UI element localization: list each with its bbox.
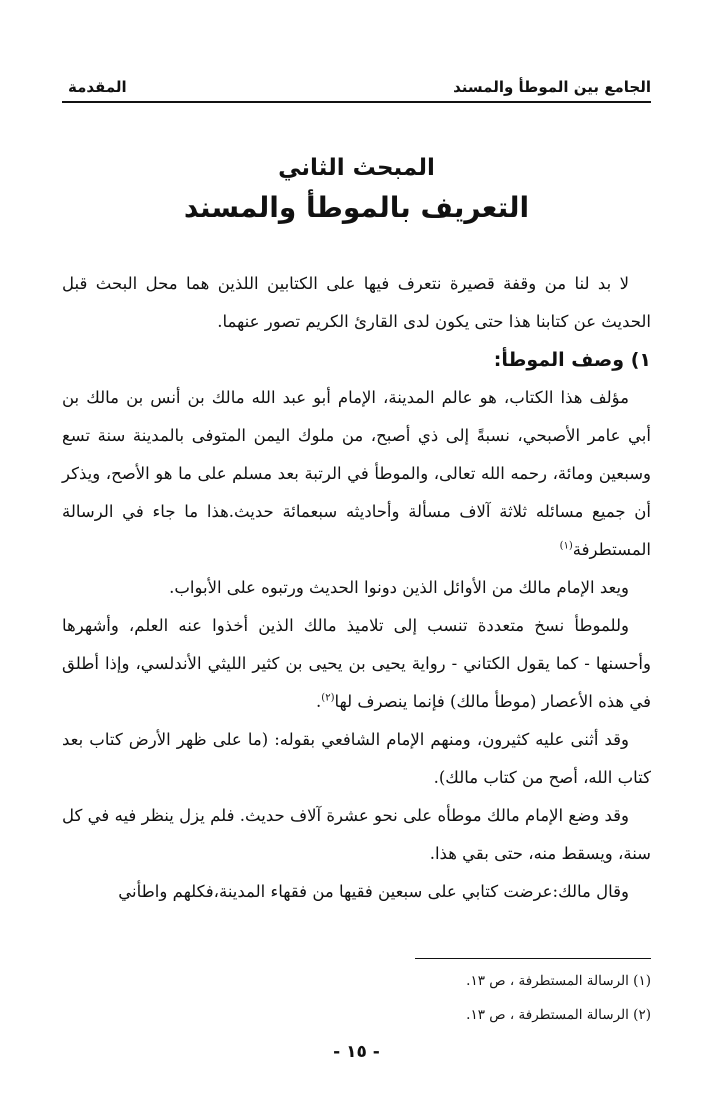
title-block <box>62 150 651 230</box>
paragraph-compilation: وقد وضع الإمام مالك موطأه على نحو عشرة آلاف حديث. فلم يزل ينظر فيه في كل سنة، ويسقط منه، حتى بقي هذا. <box>62 806 651 863</box>
chapter-title: التعريف بالموطأ والمسند <box>183 191 530 224</box>
paragraph-versions-text: وللموطأ نسخ متعددة تنسب إلى تلاميذ مالك الذين أخذوا عنه العلم، وأشهرها وأحسنها - كما يقول الكتاني - رواية يحيى بن يحيى بن كثير الليثي الأندلسي، وإذا أطلق في هذه الأعصار (موطأ مالك) فإنما ينصرف لها <box>62 616 651 711</box>
subheading: ١) وصف الموطأ: <box>493 349 651 371</box>
footnotes <box>62 964 651 1032</box>
paragraph-versions-end: . <box>316 692 322 711</box>
paragraph-praise: وقد أثنى عليه كثيرون، ومنهم الإمام الشافعي بقوله: (ما على ظهر الأرض كتاب بعد كتاب الله، أصح من كتاب مالك). <box>62 730 651 787</box>
header-book-title: الجامع بين الموطأ والمسند <box>453 78 651 96</box>
section-title: المبحث الثاني <box>278 155 435 181</box>
running-header <box>68 70 651 96</box>
footnote-divider <box>415 958 651 959</box>
paragraph-malik-quote: وقال مالك:عرضت كتابي على سبعين فقيها من فقهاء المدينة،فكلهم واطأني <box>118 882 629 901</box>
footnote-ref-2: (٢) <box>321 692 335 704</box>
footnote-ref-1: (١) <box>559 540 573 552</box>
paragraph-author <box>62 379 651 569</box>
header-section: المقدمة <box>68 78 127 96</box>
paragraph-versions <box>62 607 651 721</box>
footnote-1: (١) الرسالة المستطرفة ، ص ١٣. <box>466 973 651 989</box>
header-divider <box>62 101 651 103</box>
body-text <box>62 265 651 911</box>
intro-paragraph: لا بد لنا من وقفة قصيرة نتعرف فيها على الكتابين اللذين هما محل البحث قبل الحديث عن كتابنا هذا حتى يكون لدى القارئ الكريم تصور عنهما. <box>62 274 651 331</box>
paragraph-order: ويعد الإمام مالك من الأوائل الذين دونوا الحديث ورتبوه على الأبواب. <box>169 578 629 597</box>
paragraph-author-text: مؤلف هذا الكتاب، هو عالم المدينة، الإمام أبو عبد الله مالك بن أنس بن مالك بن أبي عامر الأصبحي، نسبةً إلى ذي أصبح، من ملوك اليمن المتوفى بالمدينة سنة تسع وسبعين ومائة، رحمه الله تعالى، والموطأ في الرتبة بعد مسلم على ما هو الأصح، ويذكر أن جميع مسائله ثلاثة آلاف مسألة وأحاديثه سبعمائة حديث.هذا ما جاء في الرسالة المستطرفة <box>62 388 651 559</box>
footnote-2: (٢) الرسالة المستطرفة ، ص ١٣. <box>466 1007 651 1023</box>
page-number: - ١٥ - <box>333 1042 380 1062</box>
